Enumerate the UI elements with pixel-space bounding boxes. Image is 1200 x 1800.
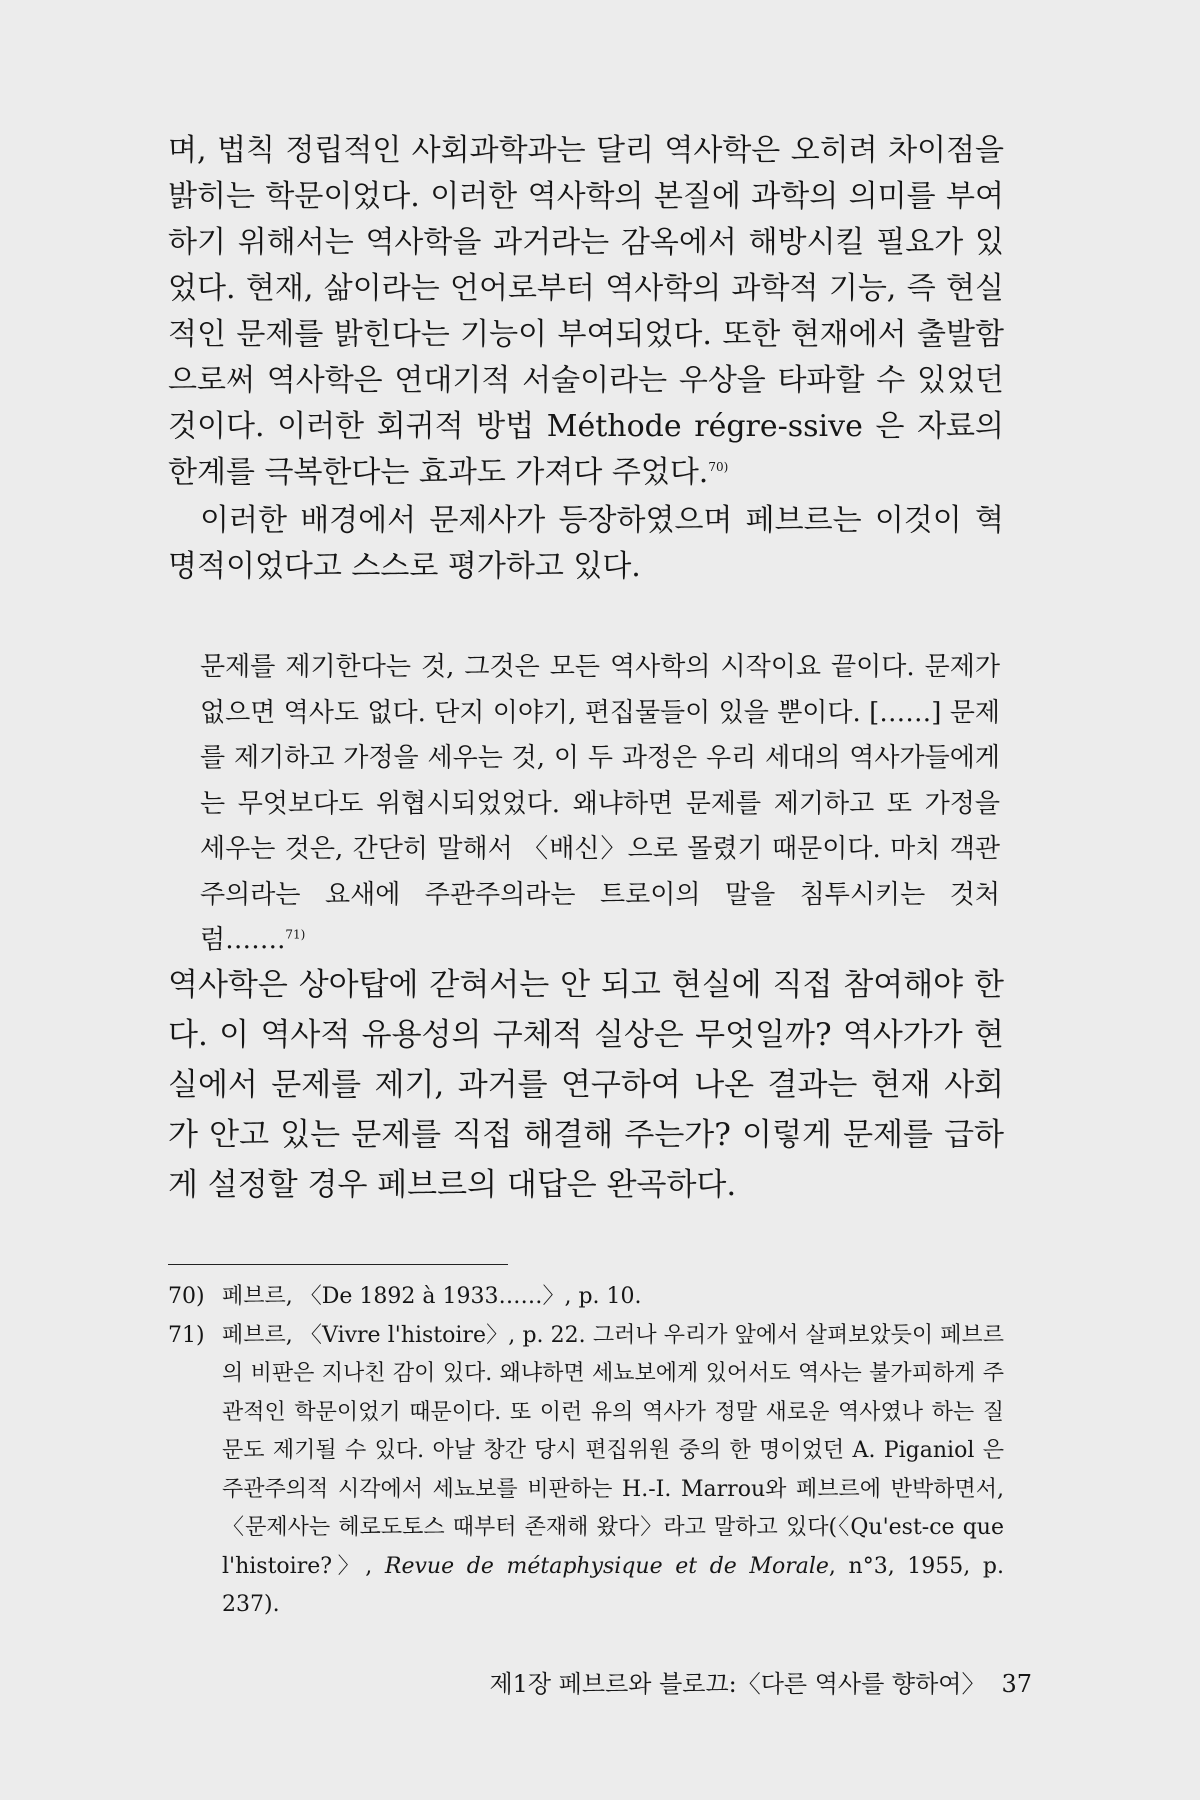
- footnote-divider: [168, 1264, 508, 1265]
- footnote-text: 페브르, 〈Vivre l'histoire〉, p. 22. 그러나 우리가 앞에서 살펴보았듯이 페브르의 비판은 지나친 감이 있다. 왜냐하면 세뇨보에게 있어서도 역사는 불가피하게 주관적인 학문이었기 때문이다. 또 이런 유의 역사가 정말 새로운 역사였나 하는 질문도 제기될 수 있다. 아날 창간 당시 편집위원 중의 한 명이었던 A. Piganiol 은 주관주의적 시각에서 세뇨보를 비판하는 H.-I. Marrou와 페브르에 반박하면서, 〈문제사는 헤로도토스 때부터 존재해 왔다〉라고 말하고 있다(〈Qu'est-ce que l'histoire?〉,: [222, 1322, 1004, 1579]
- body-paragraph-2: [168, 498, 1004, 590]
- block-quote: [200, 645, 1000, 964]
- page-number: 37: [1001, 1670, 1032, 1698]
- footnote-number: 70): [168, 1284, 205, 1309]
- paragraph-text: 역사학은 상아탑에 갇혀서는 안 되고 현실에 직접 참여해야 한다. 이 역사적 유용성의 구체적 실상은 무엇일까? 역사가가 현실에서 문제를 제기, 과거를 연구하여 나온 결과는 현재 사회가 안고 있는 문제를 직접 해결해 주는가? 이렇게 문제를 급하게 설정할 경우 페브르의 대답은 완곡하다.: [168, 967, 1004, 1203]
- footnote-ref-71: 71): [285, 927, 306, 942]
- body-paragraph-3: [168, 960, 1004, 1210]
- footnote-70: [168, 1278, 1004, 1317]
- footnotes: [168, 1278, 1004, 1625]
- journal-title: Revue de métaphysique et de Morale: [384, 1553, 829, 1579]
- footnote-71: [168, 1317, 1004, 1625]
- footnote-number: 71): [168, 1322, 205, 1348]
- running-title: 제1장 페브르와 블로끄:〈다른 역사를 향하여〉: [489, 1670, 986, 1698]
- running-footer: [489, 1664, 1032, 1699]
- footnote-text-container: [222, 1317, 1004, 1625]
- paragraph-text: 며, 법칙 정립적인 사회과학과는 달리 역사학은 오히려 차이점을 밝히는 학문이었다. 이러한 역사학의 본질에 과학의 의미를 부여하기 위해서는 역사학을 과거라는 감옥에서 해방시킬 필요가 있었다. 현재, 삶이라는 언어로부터 역사학의 과학적 기능, 즉 현실적인 문제를 밝힌다는 기능이 부여되었다. 또한 현재에서 출발함으로써 역사학은 연대기적 서술이라는 우상을 타파할 수 있었던 것이다. 이러한 회귀적 방법 Méthode régre-ssive 은 자료의 한계를 극복한다는 효과도 가져다 주었다.: [168, 133, 1004, 490]
- paragraph-text: 이러한 배경에서 문제사가 등장하였으며 페브르는 이것이 혁명적이었다고 스스로 평가하고 있다.: [168, 503, 1004, 584]
- footnote-text: 페브르, 〈De 1892 à 1933……〉, p. 10.: [222, 1284, 642, 1309]
- quote-text: 문제를 제기한다는 것, 그것은 모든 역사학의 시작이요 끝이다. 문제가 없으면 역사도 없다. 단지 이야기, 편집물들이 있을 뿐이다. [……] 문제를 제기하고 가정을 세우는 것, 이 두 과정은 우리 세대의 역사가들에게는 무엇보다도 위협시되었었다. 왜냐하면 문제를 제기하고 또 가정을 세우는 것은, 간단히 말해서 〈배신〉으로 몰렸기 때문이다. 마치 객관주의라는 요새에 주관주의라는 트로이의 말을 침투시키는 것처럼…….: [200, 652, 1000, 955]
- footnote-ref-70: 70): [708, 460, 729, 474]
- footnote-text-tail: , n°3, 1955, p. 237).: [222, 1553, 1004, 1617]
- body-paragraph-1: [168, 128, 1004, 496]
